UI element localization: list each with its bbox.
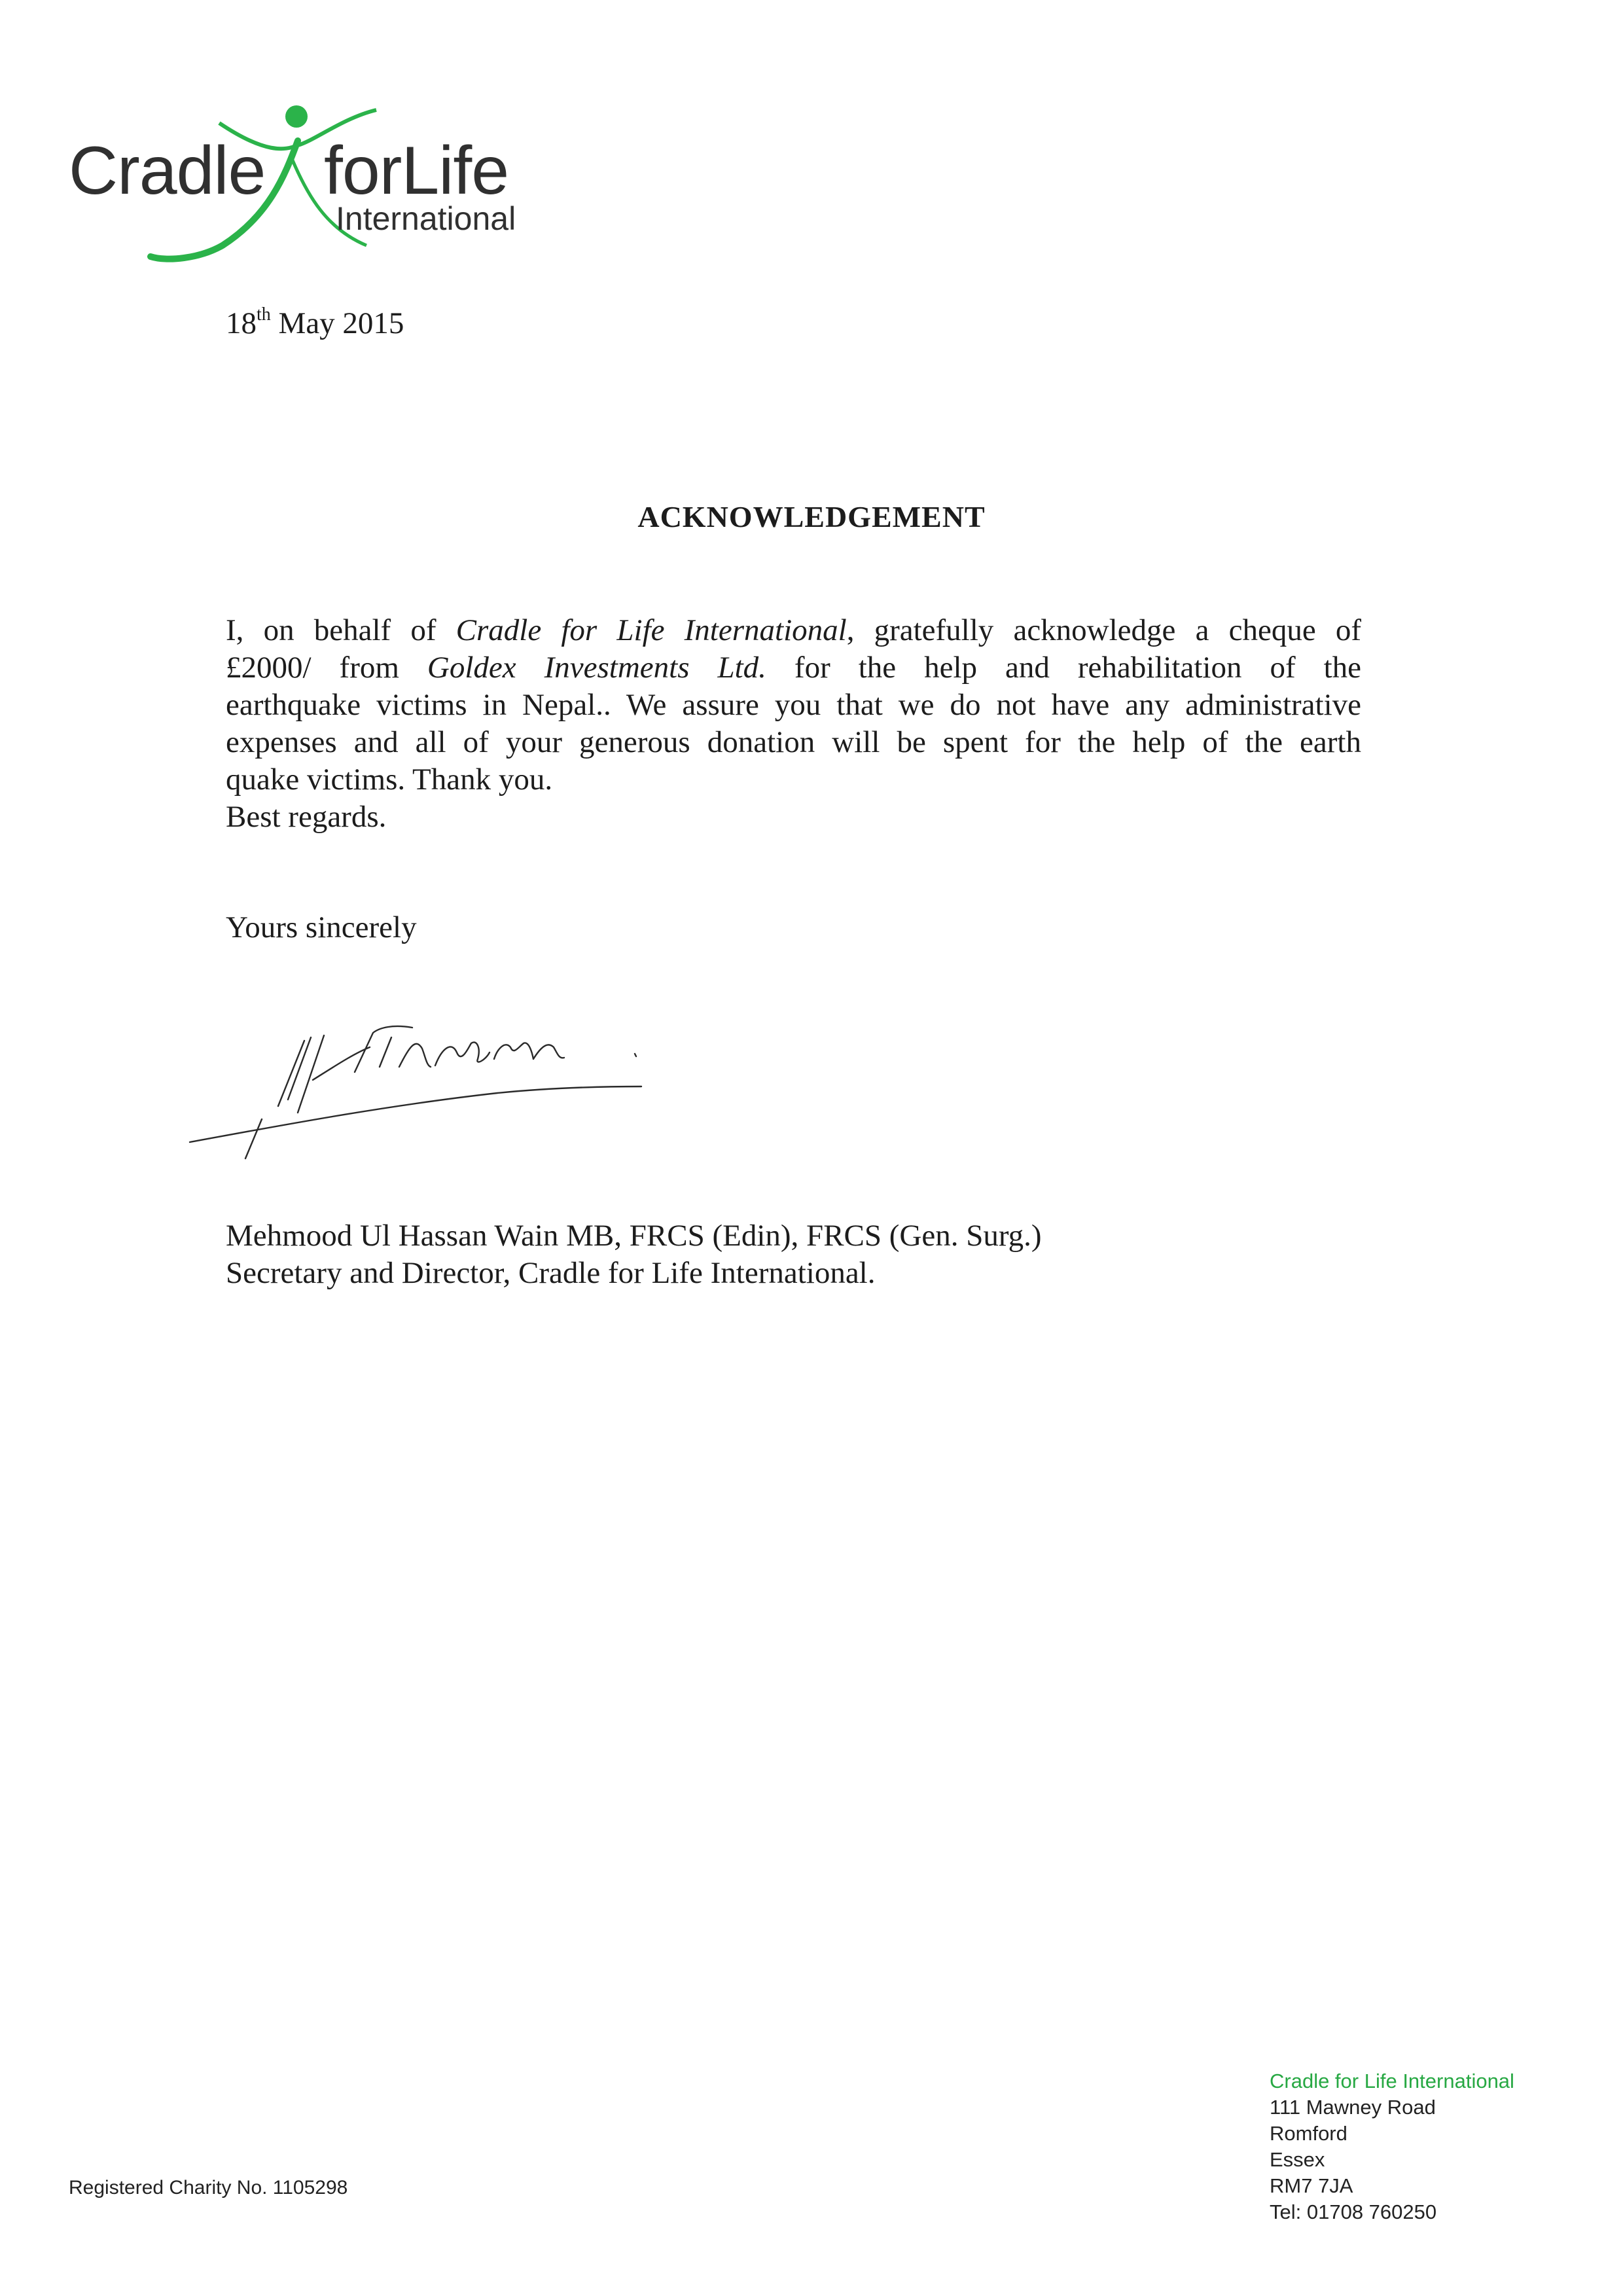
signer-name: Mehmood Ul Hassan Wain MB, FRCS (Edin), FRCS (Gen. Surg.) xyxy=(226,1219,1042,1253)
handwritten-signature xyxy=(183,975,668,1172)
date-day: 18 xyxy=(226,306,257,340)
signature-icon xyxy=(183,975,668,1172)
letter-title: ACKNOWLEDGEMENT xyxy=(637,500,986,533)
body-text-2a: £2000/ from xyxy=(226,651,427,685)
body-line-1 xyxy=(226,612,1361,649)
address-line: Tel: 01708 760250 xyxy=(1270,2200,1437,2223)
date-suffix: th xyxy=(257,304,271,325)
body-line-2 xyxy=(226,649,1361,687)
address-line: Essex xyxy=(1270,2148,1325,2171)
body-line-3: earthquake victims in Nepal.. We assure you that we do not have any administrative xyxy=(226,688,1361,722)
best-regards: Best regards. xyxy=(226,800,387,834)
footer-org-name: Cradle for Life International xyxy=(1270,2070,1514,2092)
letter-date xyxy=(226,304,404,341)
company-name-italic: Goldex Investments Ltd. xyxy=(427,651,766,685)
date-month-year: May 2015 xyxy=(278,306,404,340)
org-name-italic: Cradle for Life International xyxy=(455,613,847,647)
cradle-for-life-logo xyxy=(69,105,527,268)
body-line-5: quake victims. Thank you. xyxy=(226,762,553,797)
footer-address xyxy=(1270,2068,1514,2225)
logo-word-forlife: forLife xyxy=(324,133,509,209)
letter-body xyxy=(226,612,1361,836)
body-text-1b: , gratefully acknowledge a cheque of xyxy=(846,613,1361,647)
signer-title: Secretary and Director, Cradle for Life International. xyxy=(226,1256,876,1290)
address-line: Romford xyxy=(1270,2122,1347,2145)
charity-number: Registered Charity No. 1105298 xyxy=(69,2177,348,2198)
logo-subtitle: International xyxy=(336,200,516,237)
body-line-4: expenses and all of your generous donation will be spent for the help of the earth xyxy=(226,725,1361,759)
logo-word-cradle: Cradle xyxy=(69,133,266,209)
body-text-1a: I, on behalf of xyxy=(226,613,456,647)
address-line: RM7 7JA xyxy=(1270,2174,1353,2197)
body-text-2b: for the help and rehabilitation of the xyxy=(766,651,1362,685)
signer-block xyxy=(226,1217,1042,1292)
address-line: 111 Mawney Road xyxy=(1270,2096,1436,2119)
closing: Yours sincerely xyxy=(226,910,417,944)
